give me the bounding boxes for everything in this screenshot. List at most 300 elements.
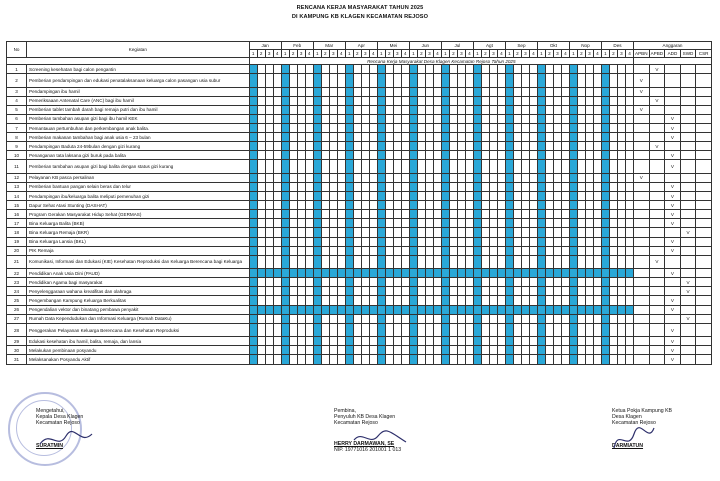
schedule-cell	[473, 105, 481, 114]
schedule-cell	[449, 123, 457, 132]
budget-cell	[634, 192, 650, 201]
schedule-cell	[417, 323, 425, 337]
schedule-cell	[521, 151, 529, 160]
schedule-cell	[497, 87, 505, 96]
schedule-cell	[577, 269, 585, 278]
schedule-cell	[393, 74, 401, 88]
budget-cell	[634, 114, 650, 123]
schedule-cell	[385, 160, 393, 174]
schedule-cell	[465, 346, 473, 355]
schedule-cell	[601, 305, 609, 314]
schedule-cell	[601, 96, 609, 105]
schedule-cell	[465, 87, 473, 96]
schedule-cell	[545, 87, 553, 96]
schedule-cell	[481, 269, 489, 278]
table-row	[7, 287, 712, 296]
schedule-cell	[497, 323, 505, 337]
schedule-cell	[401, 355, 409, 364]
schedule-cell	[281, 114, 289, 123]
week-header: 1	[345, 50, 353, 58]
budget-cell: V	[665, 337, 681, 346]
schedule-cell	[377, 278, 385, 287]
schedule-cell	[265, 337, 273, 346]
schedule-cell	[425, 287, 433, 296]
budget-cell	[634, 219, 650, 228]
schedule-cell	[433, 287, 441, 296]
schedule-cell	[585, 173, 593, 182]
row-kegiatan: Pemberian tambahan asupan gizi bagi ibu hamil KEK	[27, 114, 250, 123]
schedule-cell	[321, 337, 329, 346]
schedule-cell	[369, 151, 377, 160]
schedule-cell	[561, 314, 569, 323]
budget-cell	[680, 269, 696, 278]
schedule-cell	[297, 123, 305, 132]
schedule-cell	[337, 278, 345, 287]
schedule-cell	[337, 160, 345, 174]
schedule-cell	[569, 346, 577, 355]
schedule-cell	[273, 87, 281, 96]
schedule-cell	[601, 201, 609, 210]
schedule-cell	[281, 296, 289, 305]
schedule-cell	[369, 192, 377, 201]
schedule-cell	[505, 210, 513, 219]
schedule-cell	[529, 228, 537, 237]
schedule-cell	[545, 192, 553, 201]
schedule-cell	[249, 255, 257, 269]
schedule-cell	[377, 337, 385, 346]
schedule-cell	[249, 219, 257, 228]
schedule-cell	[601, 105, 609, 114]
schedule-cell	[377, 87, 385, 96]
schedule-cell	[401, 142, 409, 151]
week-header: 4	[369, 50, 377, 58]
schedule-cell	[457, 287, 465, 296]
schedule-cell	[313, 246, 321, 255]
schedule-cell	[265, 142, 273, 151]
schedule-cell	[449, 201, 457, 210]
schedule-cell	[529, 151, 537, 160]
schedule-cell	[537, 210, 545, 219]
table-row	[7, 182, 712, 191]
schedule-cell	[249, 314, 257, 323]
schedule-cell	[345, 123, 353, 132]
schedule-cell	[457, 305, 465, 314]
schedule-cell	[361, 123, 369, 132]
schedule-cell	[305, 192, 313, 201]
budget-cell	[680, 305, 696, 314]
schedule-cell	[441, 182, 449, 191]
week-header: 1	[473, 50, 481, 58]
schedule-cell	[385, 255, 393, 269]
schedule-cell	[377, 133, 385, 142]
schedule-cell	[281, 173, 289, 182]
schedule-cell	[569, 151, 577, 160]
schedule-cell	[361, 219, 369, 228]
budget-cell	[680, 346, 696, 355]
schedule-cell	[273, 74, 281, 88]
schedule-cell	[617, 355, 625, 364]
schedule-cell	[617, 314, 625, 323]
schedule-cell	[529, 74, 537, 88]
schedule-cell	[473, 114, 481, 123]
schedule-cell	[409, 105, 417, 114]
schedule-cell	[497, 246, 505, 255]
schedule-cell	[353, 74, 361, 88]
schedule-cell	[369, 237, 377, 246]
schedule-cell	[313, 133, 321, 142]
schedule-cell	[529, 87, 537, 96]
schedule-cell	[377, 287, 385, 296]
budget-cell: V	[634, 74, 650, 88]
schedule-cell	[321, 237, 329, 246]
schedule-cell	[289, 173, 297, 182]
schedule-cell	[345, 296, 353, 305]
row-number: 3	[7, 87, 27, 96]
schedule-cell	[553, 87, 561, 96]
schedule-cell	[617, 173, 625, 182]
schedule-cell	[577, 173, 585, 182]
week-header: 3	[297, 50, 305, 58]
schedule-cell	[321, 201, 329, 210]
schedule-cell	[625, 296, 633, 305]
schedule-cell	[513, 269, 521, 278]
schedule-cell	[521, 123, 529, 132]
schedule-cell	[377, 346, 385, 355]
schedule-cell	[273, 346, 281, 355]
budget-cell	[634, 96, 650, 105]
table-row	[7, 346, 712, 355]
schedule-cell	[449, 255, 457, 269]
schedule-cell	[321, 96, 329, 105]
schedule-cell	[481, 337, 489, 346]
schedule-cell	[433, 173, 441, 182]
schedule-cell	[609, 323, 617, 337]
schedule-cell	[617, 114, 625, 123]
schedule-cell	[449, 337, 457, 346]
budget-cell	[649, 133, 665, 142]
schedule-cell	[625, 96, 633, 105]
schedule-cell	[393, 346, 401, 355]
schedule-cell	[329, 228, 337, 237]
schedule-cell	[425, 210, 433, 219]
schedule-cell	[577, 314, 585, 323]
schedule-cell	[449, 105, 457, 114]
schedule-cell	[417, 192, 425, 201]
schedule-cell	[313, 151, 321, 160]
schedule-cell	[337, 314, 345, 323]
schedule-cell	[433, 160, 441, 174]
schedule-cell	[345, 246, 353, 255]
schedule-cell	[249, 337, 257, 346]
schedule-cell	[457, 355, 465, 364]
schedule-cell	[593, 246, 601, 255]
schedule-cell	[353, 173, 361, 182]
schedule-cell	[593, 173, 601, 182]
sig-left-line3: Kecamatan Rejoso	[36, 420, 80, 427]
week-header: 1	[537, 50, 545, 58]
schedule-cell	[321, 142, 329, 151]
schedule-cell	[553, 151, 561, 160]
schedule-cell	[561, 105, 569, 114]
schedule-cell	[513, 355, 521, 364]
schedule-cell	[577, 87, 585, 96]
schedule-cell	[513, 114, 521, 123]
schedule-cell	[441, 278, 449, 287]
schedule-cell	[449, 210, 457, 219]
schedule-cell	[353, 87, 361, 96]
schedule-cell	[553, 337, 561, 346]
budget-cell	[634, 210, 650, 219]
schedule-cell	[281, 201, 289, 210]
schedule-cell	[585, 123, 593, 132]
schedule-cell	[393, 246, 401, 255]
budget-cell	[696, 182, 712, 191]
schedule-cell	[321, 255, 329, 269]
schedule-cell	[377, 296, 385, 305]
schedule-cell	[409, 255, 417, 269]
schedule-cell	[505, 269, 513, 278]
schedule-cell	[585, 151, 593, 160]
schedule-cell	[273, 305, 281, 314]
budget-cell: V	[649, 65, 665, 74]
schedule-cell	[489, 346, 497, 355]
schedule-cell	[273, 65, 281, 74]
schedule-cell	[417, 255, 425, 269]
schedule-cell	[305, 287, 313, 296]
schedule-cell	[417, 182, 425, 191]
schedule-cell	[281, 151, 289, 160]
schedule-cell	[377, 323, 385, 337]
schedule-cell	[321, 296, 329, 305]
month-header: Jun	[409, 42, 441, 50]
schedule-cell	[529, 237, 537, 246]
budget-cell	[680, 65, 696, 74]
schedule-cell	[569, 305, 577, 314]
schedule-cell	[385, 114, 393, 123]
schedule-cell	[393, 65, 401, 74]
schedule-cell	[257, 278, 265, 287]
schedule-cell	[609, 65, 617, 74]
schedule-cell	[625, 346, 633, 355]
schedule-cell	[249, 123, 257, 132]
schedule-cell	[489, 305, 497, 314]
budget-cell	[634, 269, 650, 278]
schedule-cell	[289, 314, 297, 323]
row-number: 27	[7, 314, 27, 323]
schedule-cell	[401, 287, 409, 296]
sig-right-line2: Desa Klagen	[612, 414, 642, 421]
schedule-cell	[345, 173, 353, 182]
schedule-cell	[545, 355, 553, 364]
schedule-cell	[497, 105, 505, 114]
budget-cell: V	[649, 255, 665, 269]
schedule-cell	[337, 305, 345, 314]
budget-cell: V	[634, 173, 650, 182]
schedule-cell	[625, 278, 633, 287]
schedule-cell	[281, 192, 289, 201]
schedule-cell	[441, 123, 449, 132]
schedule-cell	[577, 355, 585, 364]
schedule-cell	[481, 114, 489, 123]
schedule-cell	[385, 210, 393, 219]
schedule-cell	[313, 255, 321, 269]
schedule-cell	[369, 346, 377, 355]
schedule-cell	[489, 192, 497, 201]
row-number: 16	[7, 210, 27, 219]
schedule-cell	[353, 105, 361, 114]
schedule-cell	[569, 246, 577, 255]
schedule-cell	[553, 296, 561, 305]
budget-cell: V	[665, 151, 681, 160]
schedule-cell	[369, 278, 377, 287]
schedule-cell	[561, 269, 569, 278]
schedule-cell	[393, 151, 401, 160]
schedule-cell	[273, 210, 281, 219]
schedule-cell	[617, 305, 625, 314]
schedule-cell	[273, 123, 281, 132]
schedule-cell	[361, 65, 369, 74]
schedule-cell	[313, 287, 321, 296]
schedule-cell	[265, 192, 273, 201]
budget-cell	[680, 142, 696, 151]
schedule-cell	[297, 182, 305, 191]
schedule-cell	[513, 228, 521, 237]
budget-cell	[696, 114, 712, 123]
schedule-cell	[417, 287, 425, 296]
schedule-cell	[441, 337, 449, 346]
schedule-cell	[473, 65, 481, 74]
schedule-cell	[449, 114, 457, 123]
schedule-cell	[257, 133, 265, 142]
schedule-cell	[385, 87, 393, 96]
schedule-cell	[521, 173, 529, 182]
schedule-cell	[385, 237, 393, 246]
schedule-cell	[305, 296, 313, 305]
schedule-cell	[401, 123, 409, 132]
schedule-cell	[409, 278, 417, 287]
schedule-cell	[337, 210, 345, 219]
table-row	[7, 114, 712, 123]
sig-center-name: HERRY DARMAWAN, SE	[334, 440, 395, 447]
table-row	[7, 296, 712, 305]
schedule-cell	[337, 114, 345, 123]
schedule-cell	[481, 210, 489, 219]
schedule-cell	[537, 114, 545, 123]
schedule-cell	[433, 219, 441, 228]
week-header: 2	[545, 50, 553, 58]
schedule-cell	[401, 160, 409, 174]
schedule-cell	[409, 337, 417, 346]
schedule-cell	[577, 210, 585, 219]
schedule-cell	[489, 74, 497, 88]
schedule-cell	[489, 228, 497, 237]
schedule-cell	[617, 87, 625, 96]
schedule-cell	[489, 87, 497, 96]
schedule-cell	[481, 173, 489, 182]
schedule-cell	[449, 151, 457, 160]
budget-cell	[680, 151, 696, 160]
table-row	[7, 151, 712, 160]
schedule-cell	[489, 287, 497, 296]
budget-cell: V	[680, 228, 696, 237]
schedule-cell	[585, 114, 593, 123]
schedule-cell	[521, 246, 529, 255]
budget-cell: V	[665, 219, 681, 228]
schedule-cell	[513, 305, 521, 314]
schedule-cell	[441, 105, 449, 114]
schedule-cell	[257, 74, 265, 88]
schedule-cell	[513, 346, 521, 355]
schedule-cell	[321, 278, 329, 287]
row-number: 21	[7, 255, 27, 269]
schedule-cell	[433, 269, 441, 278]
budget-cell	[696, 269, 712, 278]
schedule-cell	[353, 142, 361, 151]
schedule-cell	[449, 160, 457, 174]
schedule-cell	[593, 123, 601, 132]
budget-cell	[665, 278, 681, 287]
schedule-cell	[393, 210, 401, 219]
budget-cell	[696, 287, 712, 296]
schedule-cell	[329, 105, 337, 114]
schedule-cell	[497, 192, 505, 201]
schedule-cell	[457, 278, 465, 287]
schedule-cell	[457, 151, 465, 160]
row-number: 20	[7, 246, 27, 255]
schedule-cell	[585, 237, 593, 246]
schedule-cell	[609, 96, 617, 105]
schedule-cell	[601, 355, 609, 364]
schedule-cell	[433, 228, 441, 237]
schedule-cell	[577, 123, 585, 132]
schedule-cell	[297, 246, 305, 255]
schedule-cell	[457, 255, 465, 269]
schedule-cell	[577, 201, 585, 210]
schedule-cell	[329, 305, 337, 314]
schedule-cell	[489, 173, 497, 182]
schedule-cell	[553, 74, 561, 88]
schedule-cell	[561, 123, 569, 132]
schedule-cell	[489, 96, 497, 105]
schedule-cell	[289, 228, 297, 237]
schedule-cell	[401, 237, 409, 246]
schedule-cell	[377, 201, 385, 210]
schedule-cell	[313, 74, 321, 88]
schedule-cell	[393, 305, 401, 314]
schedule-cell	[305, 151, 313, 160]
schedule-cell	[489, 160, 497, 174]
schedule-cell	[545, 151, 553, 160]
schedule-cell	[585, 355, 593, 364]
signature-scribble-center	[350, 428, 410, 448]
row-number: 2	[7, 74, 27, 88]
schedule-cell	[505, 114, 513, 123]
row-number: 17	[7, 219, 27, 228]
schedule-cell	[369, 355, 377, 364]
row-kegiatan: Pendampingan ibu hamil	[27, 87, 250, 96]
schedule-cell	[385, 228, 393, 237]
schedule-cell	[409, 355, 417, 364]
schedule-cell	[417, 219, 425, 228]
schedule-cell	[321, 173, 329, 182]
schedule-cell	[369, 96, 377, 105]
schedule-cell	[497, 74, 505, 88]
schedule-cell	[569, 287, 577, 296]
schedule-cell	[593, 314, 601, 323]
schedule-cell	[425, 355, 433, 364]
schedule-cell	[369, 296, 377, 305]
budget-cell	[649, 160, 665, 174]
